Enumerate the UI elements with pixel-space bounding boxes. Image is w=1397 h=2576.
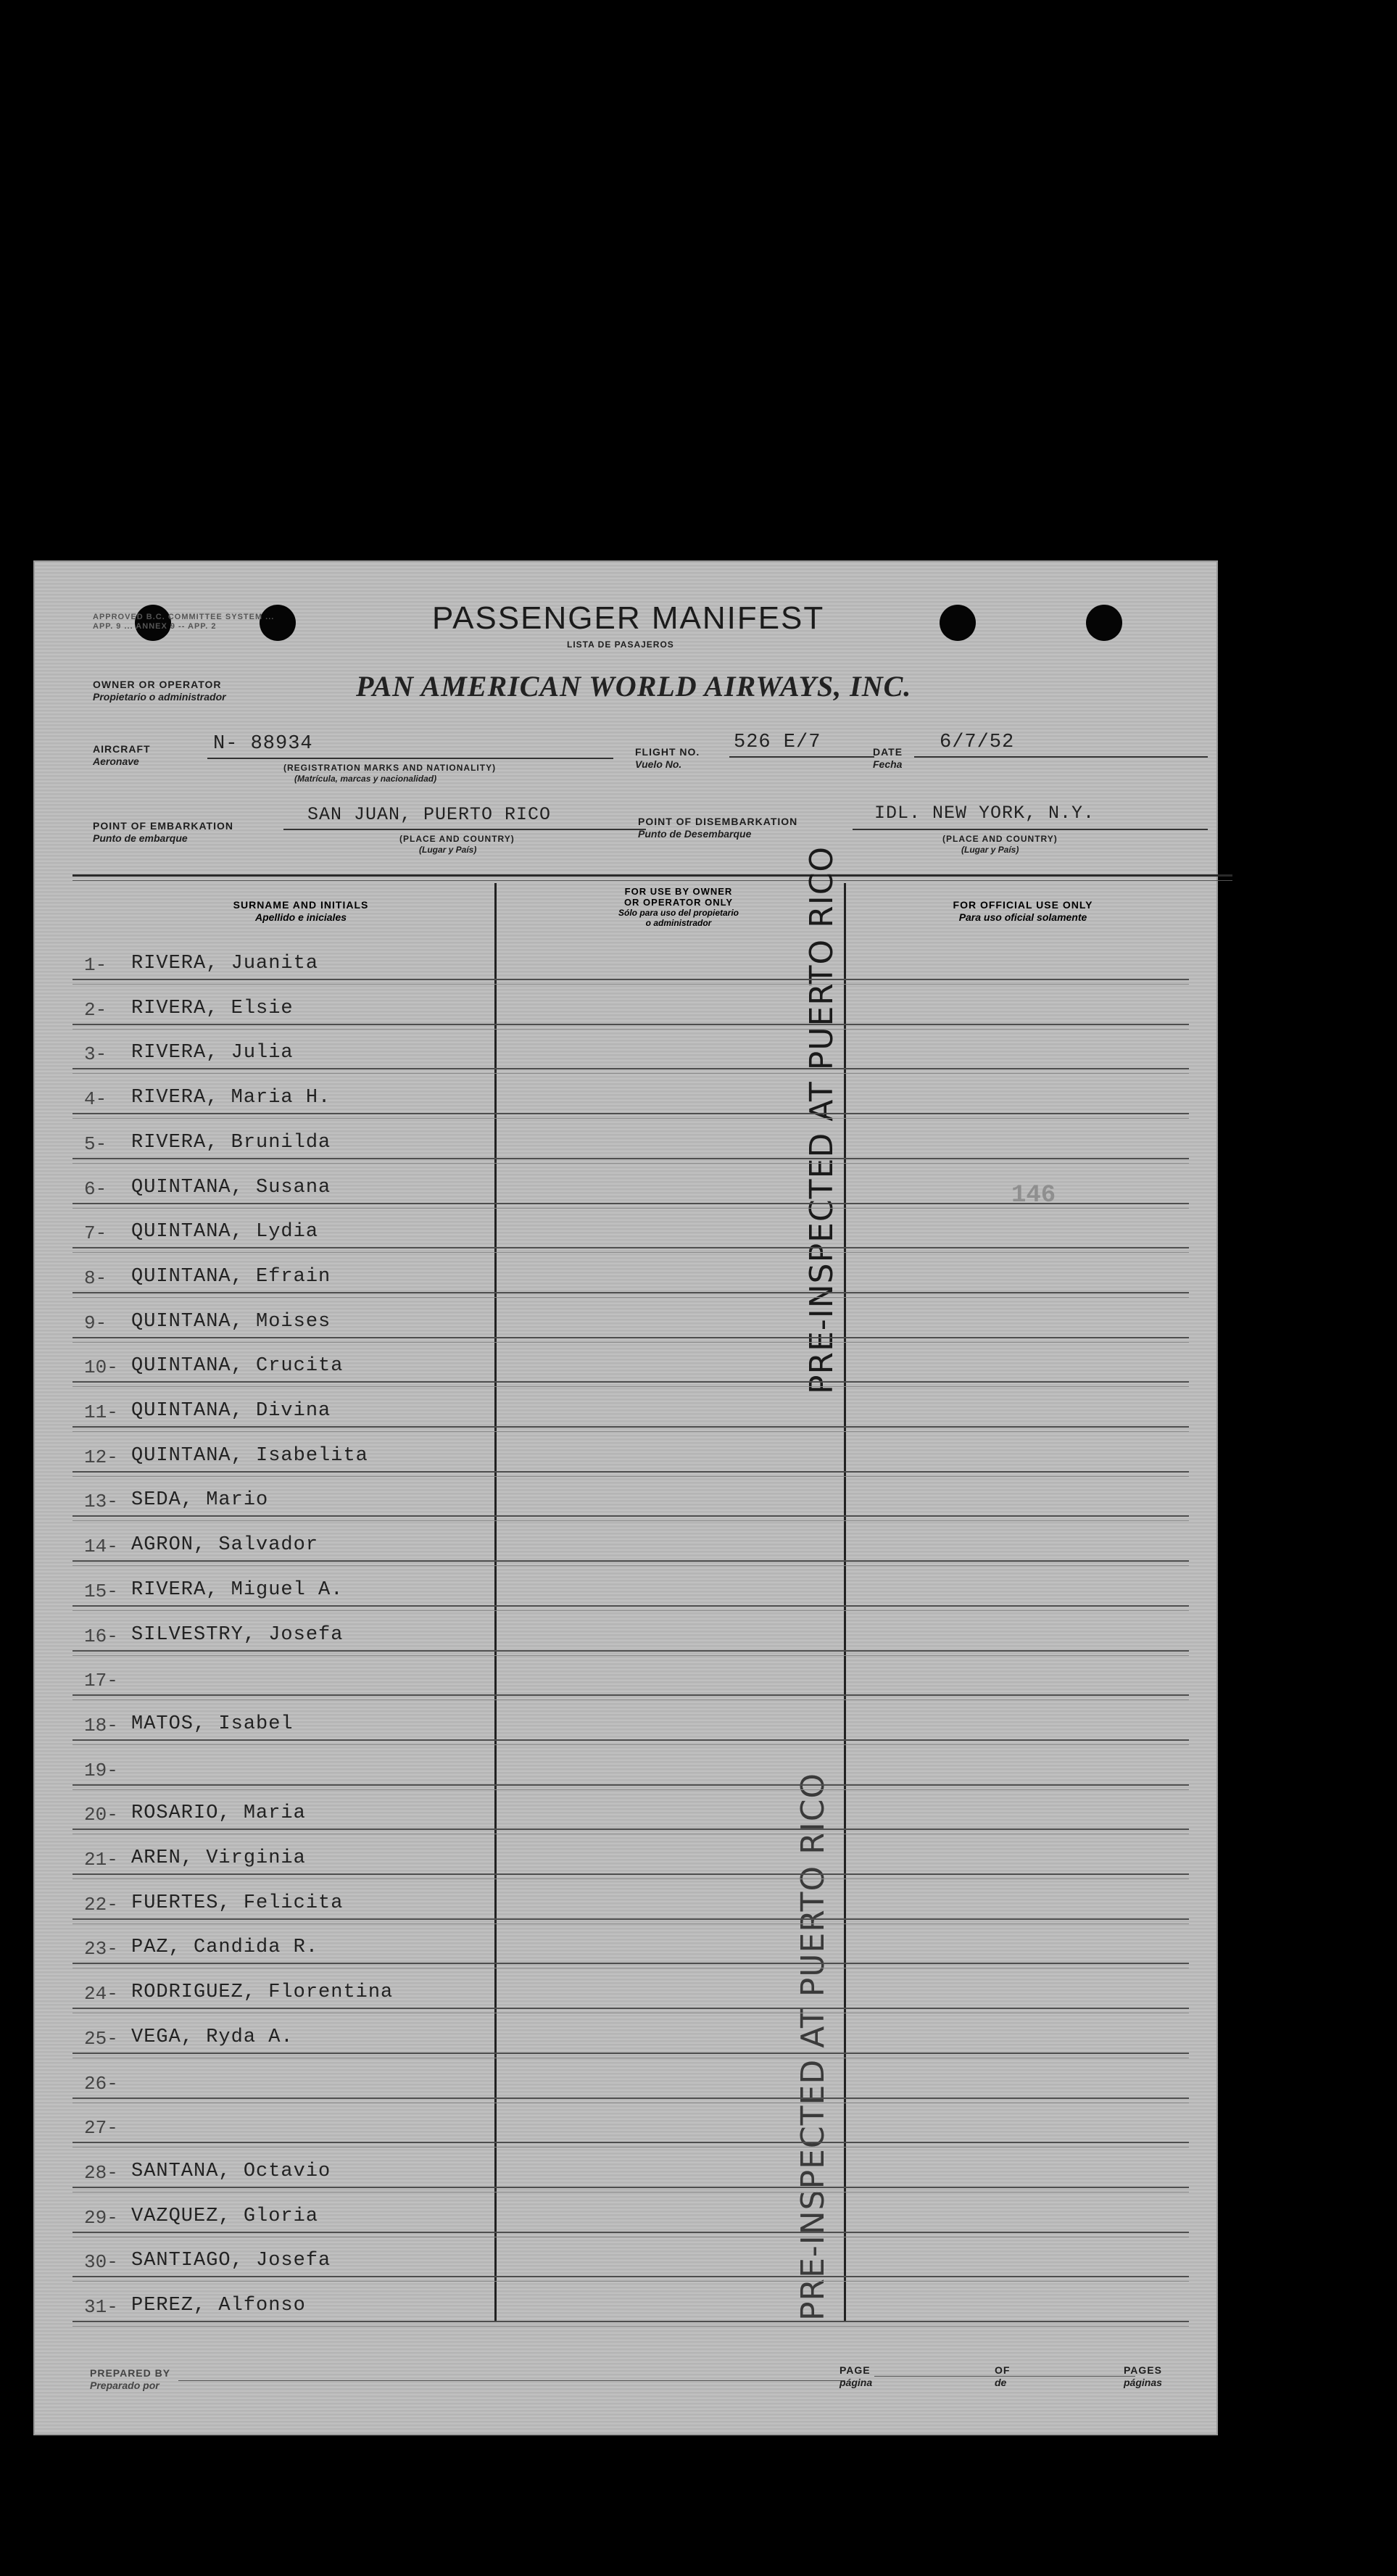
row-number: 4- [84, 1088, 107, 1110]
aircraft-label-es: Aeronave [93, 755, 139, 767]
registration-note: (REGISTRATION MARKS AND NATIONALITY) [283, 763, 497, 773]
embark-label: POINT OF EMBARKATION [93, 820, 233, 832]
col-header-owner-use-es-2: o administrador [645, 918, 712, 928]
row-number: 30- [84, 2251, 118, 2273]
passenger-name: RIVERA, Maria H. [131, 1087, 331, 1109]
col-header-owner-use-2: OR OPERATOR ONLY [623, 897, 734, 908]
disembark-underline [853, 829, 1208, 830]
embark-underline [283, 829, 646, 830]
row-rule [72, 1560, 1189, 1562]
row-rule [72, 979, 1189, 980]
embark-place-note-es: (Lugar y País) [419, 845, 477, 855]
passenger-name: FUERTES, Felicita [131, 1892, 344, 1914]
row-number: 2- [84, 999, 107, 1021]
aircraft-label: AIRCRAFT [93, 743, 151, 755]
owner-label-es: Propietario o administrador [93, 691, 226, 703]
disembark-place-note-es: (Lugar y País) [961, 845, 1019, 855]
row-rule [72, 1068, 1189, 1069]
row-rule [72, 1515, 1189, 1517]
passenger-name: PEREZ, Alfonso [131, 2295, 306, 2316]
embark-value: SAN JUAN, PUERTO RICO [307, 804, 552, 825]
row-rule [72, 2097, 1189, 2099]
row-rule [72, 1873, 1189, 1875]
date-underline [914, 756, 1208, 758]
passenger-name: VAZQUEZ, Gloria [131, 2206, 319, 2227]
row-number: 1- [84, 954, 107, 976]
passenger-name: SANTANA, Octavio [131, 2161, 331, 2182]
row-rule [72, 2232, 1189, 2233]
passenger-name: RIVERA, Miguel A. [131, 1579, 344, 1601]
row-number: 7- [84, 1222, 107, 1244]
flight-label-es: Vuelo No. [635, 758, 682, 770]
embark-place-note: (PLACE AND COUNTRY) [399, 834, 515, 844]
flight-value: 526 E/7 [734, 732, 821, 753]
table-top-border [72, 874, 1232, 877]
row-rule [72, 1426, 1189, 1428]
embark-label-es: Punto de embarque [93, 832, 188, 844]
page-label: PAGE [840, 2364, 871, 2376]
passenger-name: RIVERA, Elsie [131, 998, 294, 1019]
row-number: 18- [84, 1715, 118, 1736]
col-divider-2 [844, 883, 846, 2322]
row-rule [72, 1963, 1189, 1964]
table-top-border-2 [72, 880, 1232, 881]
pages-label-es: páginas [1124, 2377, 1162, 2388]
col-header-surname-en: SURNAME AND INITIALS [233, 899, 369, 911]
row-rule [72, 2142, 1189, 2143]
pre-inspected-stamp-bottom: PRE-INSPECTED AT PUERTO RICO [795, 1772, 832, 2321]
passenger-name: ROSARIO, Maria [131, 1802, 306, 1824]
row-rule [72, 2321, 1189, 2322]
row-number: 8- [84, 1267, 107, 1289]
row-rule [72, 2276, 1189, 2277]
punch-hole-4 [1086, 605, 1122, 641]
passenger-name: RIVERA, Brunilda [131, 1132, 331, 1154]
row-rule [72, 1471, 1189, 1473]
prepared-label: PREPARED BY [90, 2367, 171, 2379]
of-label-es: de [995, 2377, 1007, 2388]
date-label: DATE [873, 746, 903, 758]
owner-label: OWNER OR OPERATOR [93, 679, 222, 690]
row-number: 12- [84, 1446, 118, 1468]
row-rule [72, 2187, 1189, 2188]
row-number: 28- [84, 2162, 118, 2184]
col-header-surname [72, 899, 529, 923]
row-number: 19- [84, 1760, 118, 1781]
row-number: 20- [84, 1804, 118, 1826]
pages-label: PAGES [1124, 2364, 1162, 2376]
row-number: 11- [84, 1401, 118, 1423]
approval-stamp: APPROVED B.C. COMMITTEE SYSTEM ... APP. 9 ... ANNEX 9 -- APP. 2 [93, 613, 275, 631]
row-rule [72, 2053, 1189, 2054]
col-divider-1 [494, 883, 497, 2322]
passenger-name: QUINTANA, Efrain [131, 1266, 331, 1288]
row-number: 5- [84, 1133, 107, 1155]
flight-label: FLIGHT NO. [635, 746, 700, 758]
row-number: 23- [84, 1938, 118, 1960]
col-header-owner-use-es-1: Sólo para uso del propietario [618, 908, 739, 918]
date-value: 6/7/52 [940, 732, 1015, 753]
row-number: 16- [84, 1625, 118, 1647]
of-underline [1019, 2376, 1135, 2377]
aircraft-value: N- 88934 [213, 733, 313, 755]
disembark-label: POINT OF DISEMBARKATION [638, 816, 798, 827]
passenger-name: MATOS, Isabel [131, 1713, 294, 1735]
row-number: 3- [84, 1043, 107, 1065]
row-rule [72, 1829, 1189, 1830]
row-rule [72, 1918, 1189, 1920]
passenger-name: RIVERA, Julia [131, 1042, 294, 1064]
passenger-name: PAZ, Candida R. [131, 1937, 319, 1958]
row-number: 9- [84, 1312, 107, 1334]
row-number: 26- [84, 2073, 118, 2095]
row-number: 10- [84, 1357, 118, 1378]
row-rule [72, 1784, 1189, 1786]
row-rule [72, 1605, 1189, 1607]
col-header-owner-use-1: FOR USE BY OWNER [624, 886, 733, 897]
page-title-es: LISTA DE PASAJEROS [567, 639, 674, 650]
row-number: 29- [84, 2207, 118, 2229]
registration-note-es: (Matrícula, marcas y nacionalidad) [294, 774, 437, 784]
row-number: 31- [84, 2296, 118, 2318]
passenger-name: QUINTANA, Moises [131, 1311, 331, 1333]
passenger-name: QUINTANA, Isabelita [131, 1445, 368, 1467]
row-number: 13- [84, 1491, 118, 1512]
passenger-name: SILVESTRY, Josefa [131, 1624, 344, 1646]
row-rule [72, 1113, 1189, 1114]
row-number: 27- [84, 2117, 118, 2139]
of-label: OF [995, 2364, 1011, 2376]
col-header-surname-es: Apellido e iniciales [254, 911, 347, 923]
row-rule [72, 1650, 1189, 1652]
row-rule [72, 1024, 1189, 1025]
passenger-name: AGRON, Salvador [131, 1534, 319, 1556]
page-title: PASSENGER MANIFEST [432, 600, 825, 636]
row-number: 21- [84, 1849, 118, 1871]
row-number: 14- [84, 1536, 118, 1557]
col-header-official [849, 899, 1197, 923]
row-number: 17- [84, 1670, 118, 1691]
passenger-name: AREN, Virginia [131, 1847, 306, 1869]
manifest-sheet [33, 560, 1218, 2435]
row-rule [72, 1158, 1189, 1159]
col-header-official-es: Para uso oficial solamente [958, 911, 1087, 923]
passenger-name: RIVERA, Juanita [131, 953, 319, 974]
punch-hole-3 [940, 605, 976, 641]
row-rule [72, 2008, 1189, 2009]
passenger-name: SEDA, Mario [131, 1489, 269, 1511]
col-header-official-en: FOR OFFICIAL USE ONLY [953, 899, 1093, 911]
passenger-name: QUINTANA, Lydia [131, 1221, 319, 1243]
row-rule [72, 1381, 1189, 1383]
pre-inspected-stamp-top: PRE-INSPECTED AT PUERTO RICO [803, 845, 840, 1394]
disembark-place-note: (PLACE AND COUNTRY) [942, 834, 1058, 844]
row-number: 25- [84, 2028, 118, 2050]
row-rule [72, 1337, 1189, 1338]
prepared-label-es: Preparado por [90, 2380, 159, 2391]
prepared-underline [178, 2380, 845, 2381]
disembark-label-es: Punto de Desembarque [638, 828, 752, 840]
flight-underline [729, 756, 874, 758]
official-mark: 146 [1011, 1182, 1056, 1209]
company-name: PAN AMERICAN WORLD AIRWAYS, INC. [356, 670, 912, 703]
disembark-value: IDL. NEW YORK, N.Y. [874, 803, 1095, 824]
passenger-name: VEGA, Ryda A. [131, 2026, 294, 2048]
row-number: 15- [84, 1581, 118, 1602]
aircraft-underline [207, 758, 613, 759]
page-label-es: página [840, 2377, 873, 2388]
row-rule [72, 1247, 1189, 1248]
date-label-es: Fecha [873, 758, 903, 770]
passenger-name: QUINTANA, Susana [131, 1177, 331, 1198]
passenger-name: SANTIAGO, Josefa [131, 2250, 331, 2271]
passenger-name: QUINTANA, Divina [131, 1400, 331, 1422]
row-rule [72, 1203, 1189, 1204]
row-number: 24- [84, 1983, 118, 2005]
row-number: 6- [84, 1178, 107, 1200]
row-rule [72, 1694, 1189, 1696]
row-rule [72, 1292, 1189, 1293]
row-rule [72, 1739, 1189, 1741]
passenger-name: QUINTANA, Crucita [131, 1355, 344, 1377]
passenger-name: RODRIGUEZ, Florentina [131, 1981, 394, 2003]
row-number: 22- [84, 1894, 118, 1916]
